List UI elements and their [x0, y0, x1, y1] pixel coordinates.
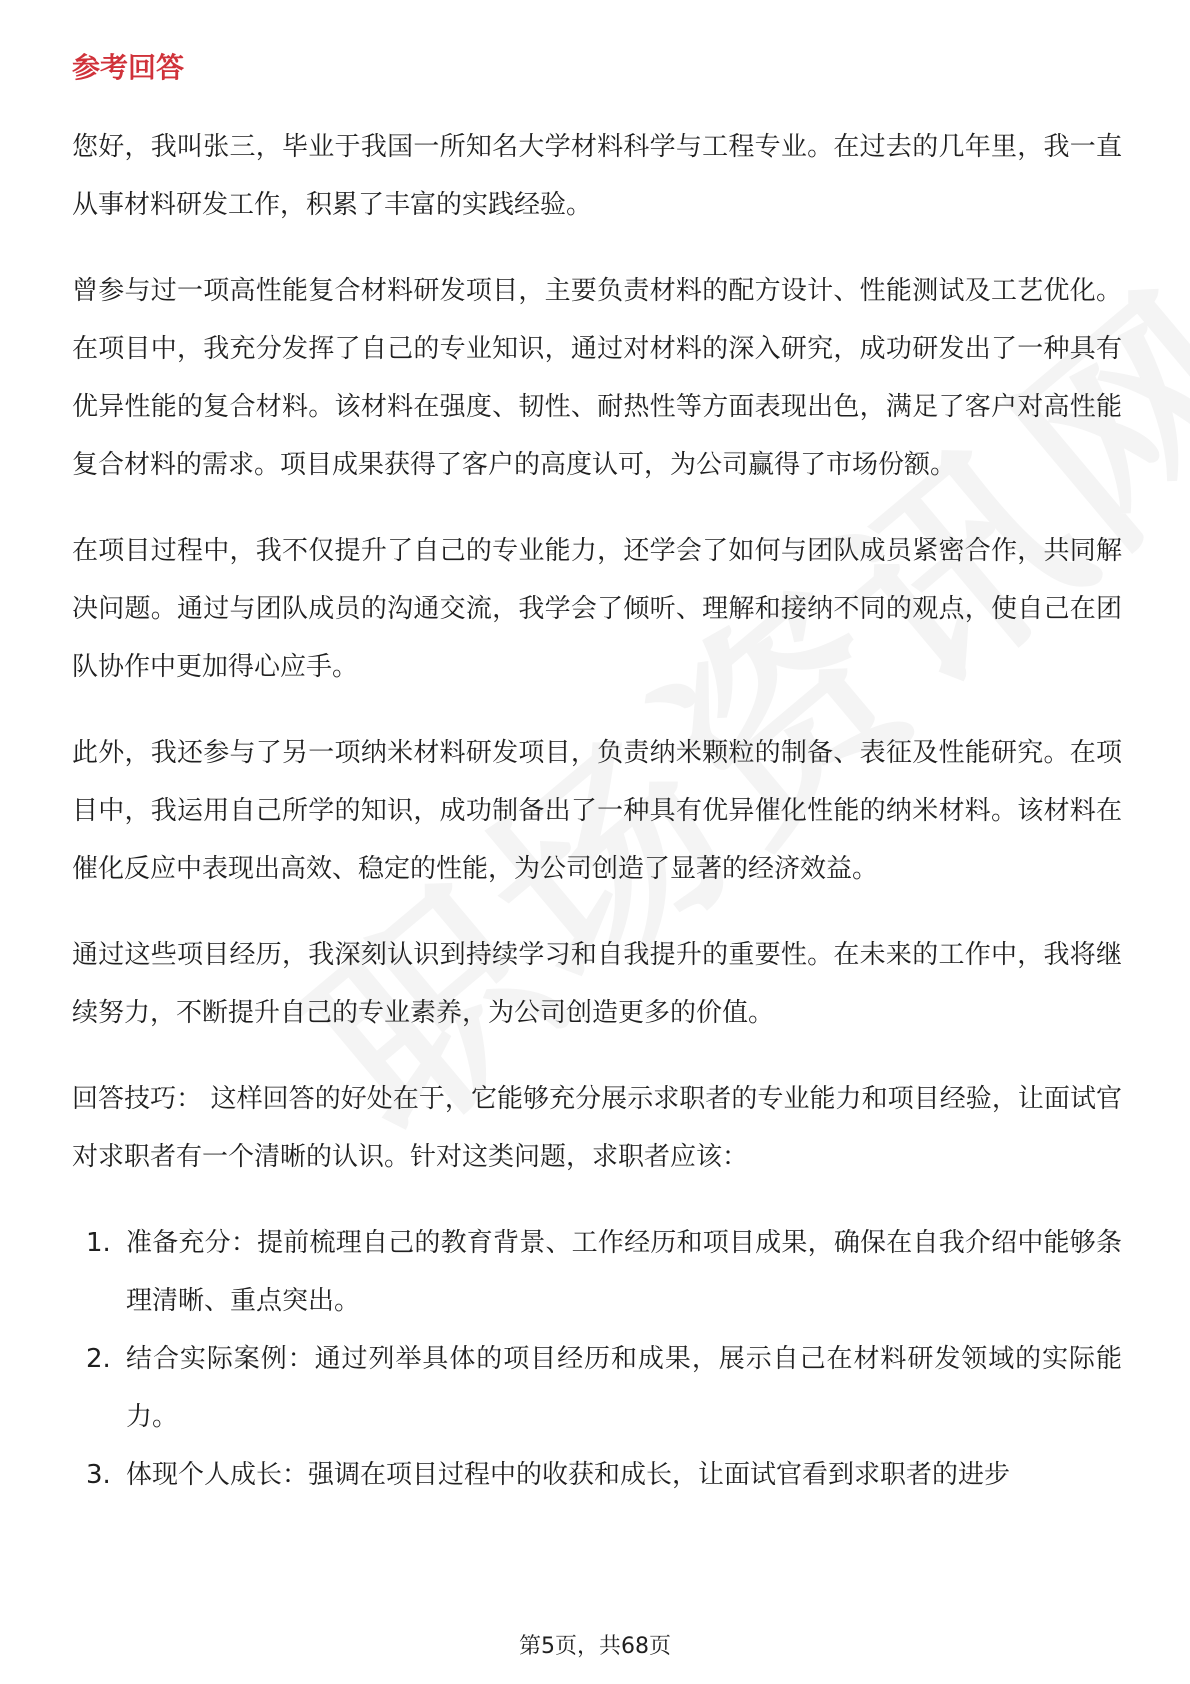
list-number: 3.	[86, 1460, 111, 1490]
paragraph-nano-project: 此外，我还参与了另一项纳米材料研发项目，负责纳米颗粒的制备、表征及性能研究。在项目中，我运用自己所学的知识，成功制备出了一种具有优异催化性能的纳米材料。该材料在催化反应中表现出高效、稳定的性能，为公司创造了显著的经济效益。	[72, 738, 1122, 884]
paragraph-intro: 您好，我叫张三，毕业于我国一所知名大学材料科学与工程专业。在过去的几年里，我一直从事材料研发工作，积累了丰富的实践经验。	[72, 132, 1122, 220]
list-number: 2.	[86, 1344, 111, 1374]
paragraph-composite-project: 曾参与过一项高性能复合材料研发项目，主要负责材料的配方设计、性能测试及工艺优化。在项目中，我充分发挥了自己的专业知识，通过对材料的深入研究，成功研发出了一种具有优异性能的复合材料。该材料在强度、韧性、耐热性等方面表现出色，满足了客户对高性能复合材料的需求。项目成果获得了客户的高度认可，为公司赢得了市场份额。	[72, 276, 1122, 480]
document-page	[72, 48, 1122, 1504]
list-item-text: 准备充分：提前梳理自己的教育背景、工作经历和项目成果，确保在自我介绍中能够条理清晰、重点突出。	[126, 1228, 1122, 1316]
list-item-text: 结合实际案例：通过列举具体的项目经历和成果，展示自己在材料研发领域的实际能力。	[126, 1344, 1122, 1432]
paragraph-teamwork: 在项目过程中，我不仅提升了自己的专业能力，还学会了如何与团队成员紧密合作，共同解决问题。通过与团队成员的沟通交流，我学会了倾听、理解和接纳不同的观点，使自己在团队协作中更加得心应手。	[72, 536, 1122, 682]
tips-list	[72, 1214, 1122, 1504]
list-item	[72, 1214, 1122, 1330]
list-item	[72, 1330, 1122, 1446]
list-item	[72, 1446, 1122, 1504]
paragraph-conclusion: 通过这些项目经历，我深刻认识到持续学习和自我提升的重要性。在未来的工作中，我将继续努力，不断提升自己的专业素养，为公司创造更多的价值。	[72, 940, 1122, 1028]
page-footer: 第5页，共68页	[519, 1634, 671, 1659]
list-item-text: 体现个人成长：强调在项目过程中的收获和成长，让面试官看到求职者的进步	[126, 1460, 1011, 1490]
section-title: 参考回答	[72, 51, 185, 84]
list-number: 1.	[86, 1228, 111, 1258]
paragraph-answer-tips: 回答技巧： 这样回答的好处在于，它能够充分展示求职者的专业能力和项目经验，让面试官对求职者有一个清晰的认识。针对这类问题，求职者应该：	[72, 1084, 1122, 1172]
